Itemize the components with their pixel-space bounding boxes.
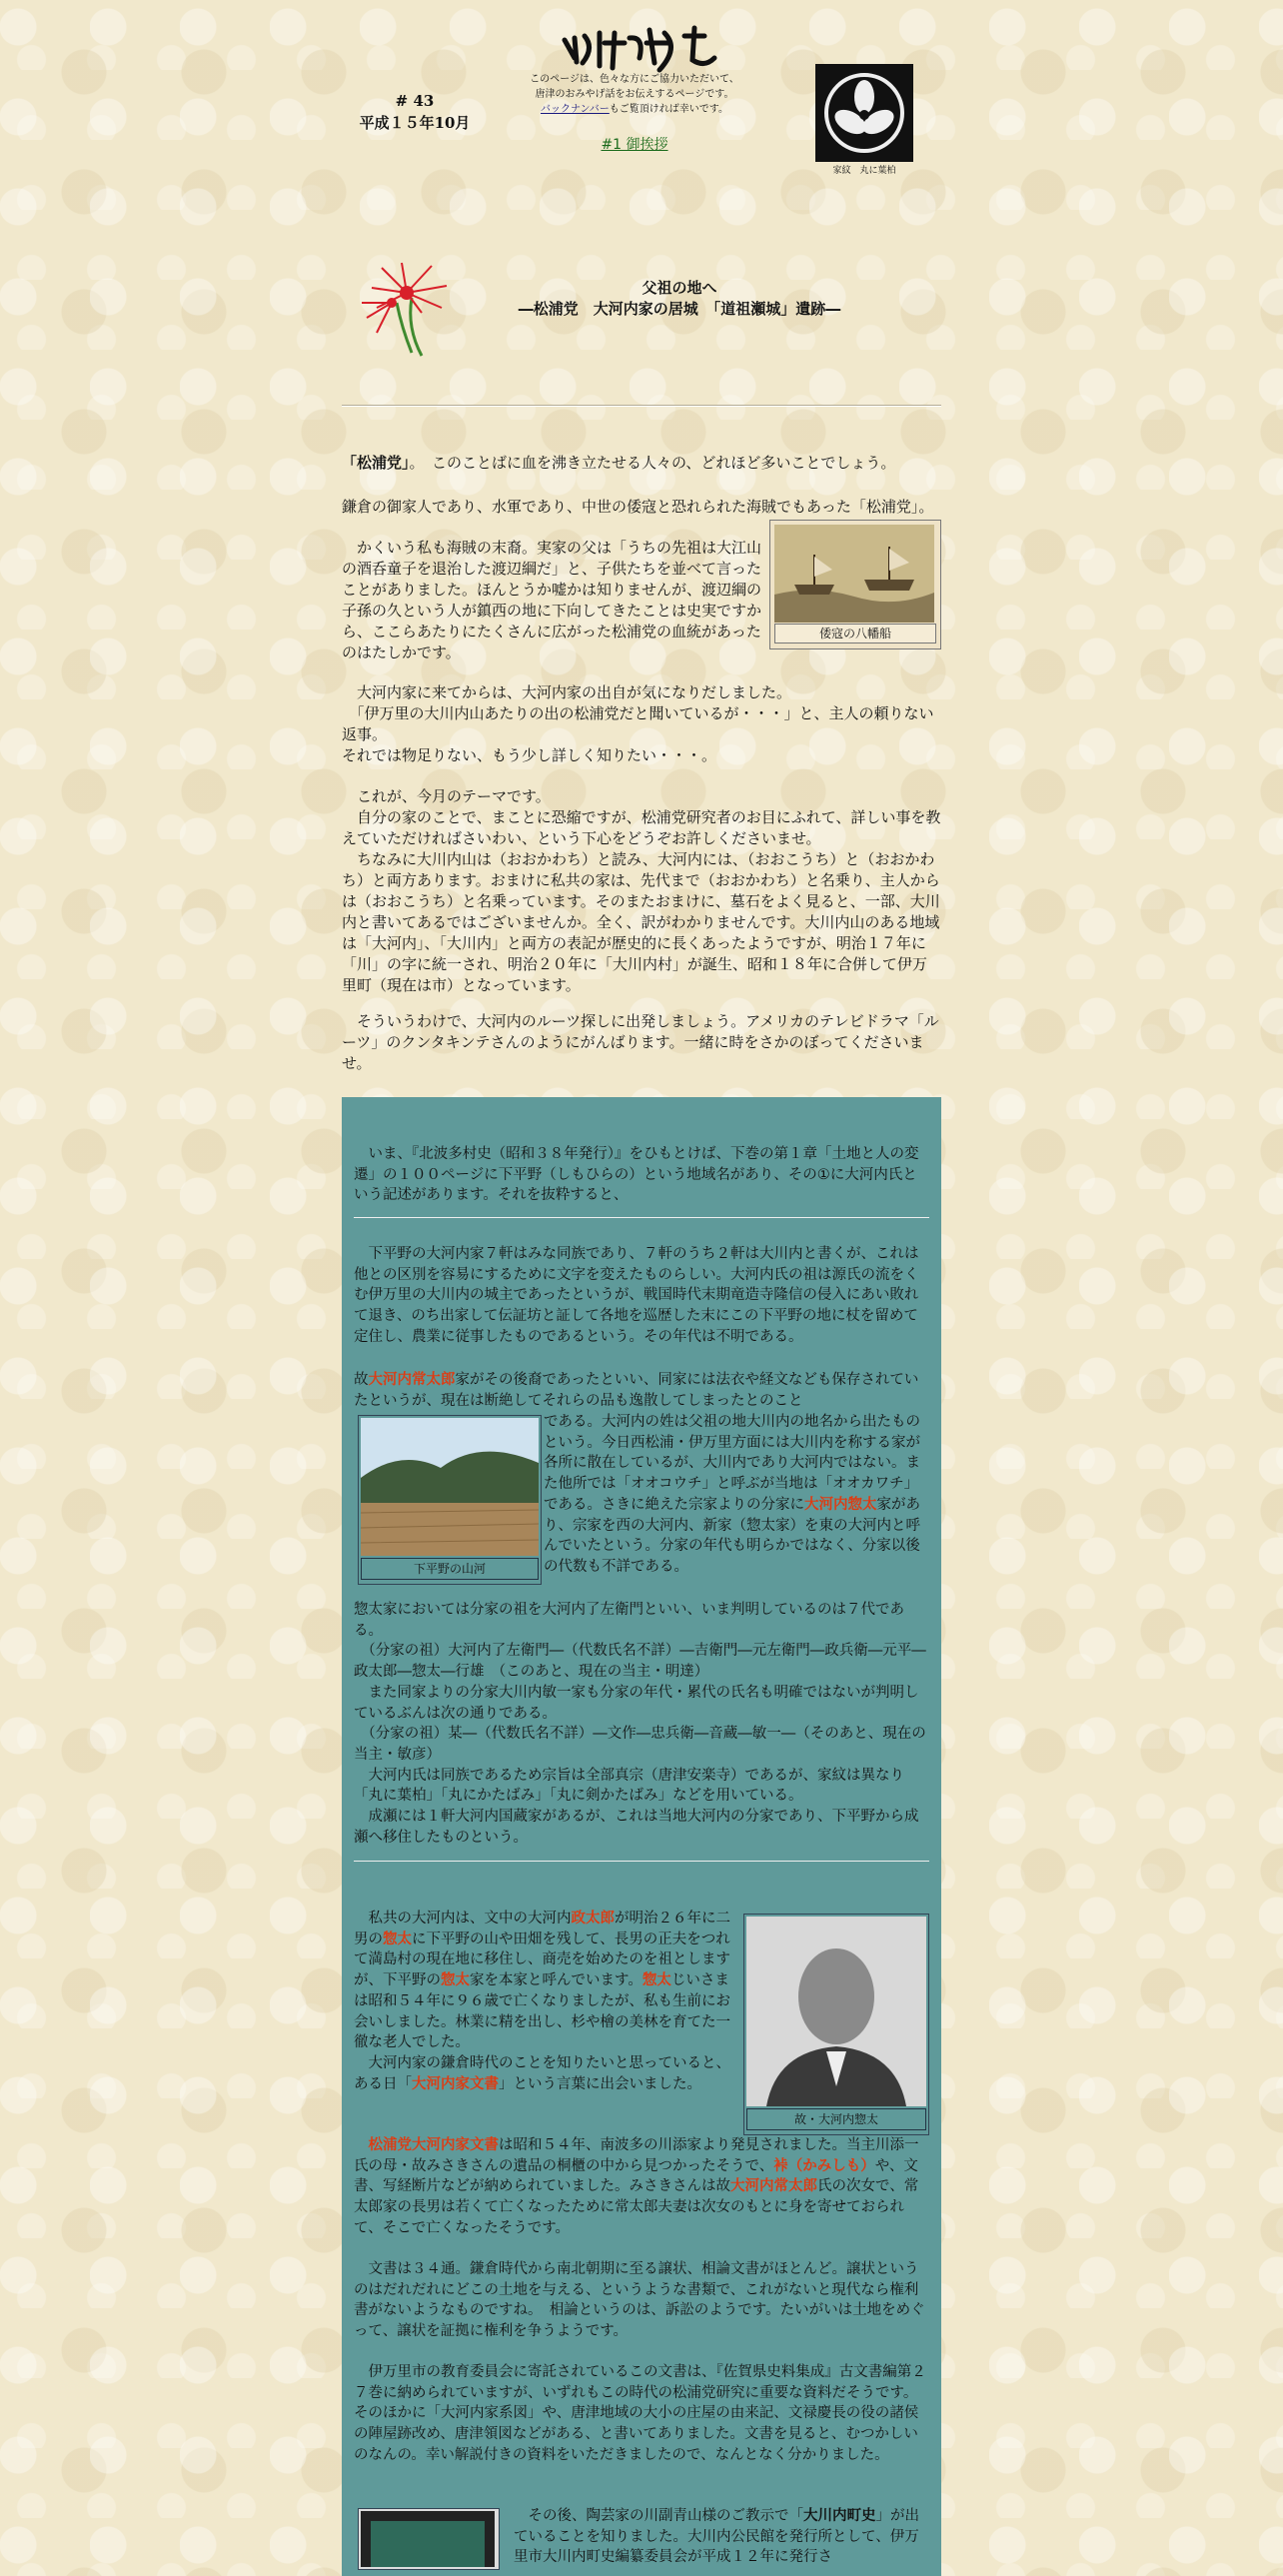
article-paragraph: そういうわけで、大河内のルーツ探しに出発しましょう。アメリカのテレビドラマ「ルーツ」のクンタキンテさんのようにがんばります。一緒に時をさかのぼってくださいませ。 [342, 1012, 939, 1072]
landscape-figure [358, 1415, 542, 1585]
pirate-ship-image [774, 525, 934, 623]
history-paragraph: その後、陶芸家の川副青山様のご教示で「大川内町史」が出ていることを知りました。大川内公民館を発行所として、伊万里市大川内町史編纂委員会が平成１２年に発行さ [514, 2508, 919, 2566]
pirate-ship-figure [769, 520, 941, 649]
greeting-link[interactable]: #1 御挨拶 [601, 137, 668, 153]
family-crest [815, 64, 913, 162]
page-title: 父祖の地へ ―松浦党 大河内家の居城 「道祖瀬城」遺跡― [518, 279, 841, 318]
figure-caption: 倭寇の八幡船 [774, 624, 936, 644]
issue-date: 平成１５年10月 [359, 114, 471, 132]
issue-number: # 43 [395, 92, 435, 110]
figure-caption: 下平野の山河 [361, 1558, 539, 1580]
crest-caption: 家紋 丸に葉柏 [832, 166, 896, 176]
article-paragraph: 鎌倉の御家人であり、水軍であり、中世の倭寇と恐れられた海賊でもあった「松浦党」。 [342, 498, 934, 516]
history-paragraph: 故大河内常太郎家がその後裔であったといい、同家には法衣や経文なども保存されていたというが、現在は断絶してそれらの品も逸散してしまったとのこと [354, 1372, 919, 1409]
article-paragraph: かくいう私も海賊の末裔。実家の父は「うちの先祖は大江山の酒呑童子を退治した渡辺綱だ」と、子供たちを並べて言ったことがありました。ほんとうか嘘かは知りませんが、渡辺綱の子孫の久という人が鎮西の地に下向してきたことは史実ですから、ここらあたりにたくさんに広がった松浦党の血統があったのはたしかです。 [342, 539, 762, 661]
portrait-figure [743, 1914, 929, 2135]
site-logo[interactable] [555, 18, 724, 78]
article-paragraph: 「松浦党」。 このことばに血を沸き立たせる人々の、どれほど多いことでしょう。 [342, 454, 896, 472]
history-paragraph: 松浦党大河内家文書は昭和５４年、南波多の川添家より発見されました。当主川添一氏の母・故みさきさんの遺品の桐櫃の中から見つかったそうで、裃（かみしも）や、文書、写経断片などが納められていました。みさきさんは故大河内常太郎氏の次女で、常太郎家の長男は若くて亡くなったために常太郎夫妻は次女のもとに身を寄せておられて、そこで亡くなったそうです。 [354, 2137, 919, 2236]
landscape-image [361, 1418, 539, 1556]
red-spider-lily-image [352, 258, 457, 358]
backnumber-link[interactable]: バックナンバー [540, 104, 610, 115]
crest-icon [815, 64, 913, 162]
divider [354, 1861, 929, 1862]
history-paragraph: である。大河内の姓は父祖の地大川内の地名から出たものという。今日西松浦・伊万里方面には大川内を称する家が各所に散在しているが、大川内であり大河内ではない。また他所では「オオコウチ」と呼ぶが当地は「オオカワチ」である。さきに絶えた宗家よりの分家に大河内惣太家があり、宗家を西の大河内、新家（惣太家）を東の大河内と呼んでいたという。分家の年代も明らかではなく、分家以後の代数も不詳である。 [544, 1414, 920, 1575]
history-paragraph: 文書は３４通。鎌倉時代から南北朝期に至る譲状、相論文書がほとんど。譲状というのはだれだれにどこの土地を与える、というような書類で、これがないと現代なら権利書がないようなものですね。 相論というのは、訴訟のようです。たいがいは土地をめぐって、譲状を証拠に権利を争うようです。 [354, 2261, 925, 2340]
history-paragraph: 私共の大河内は、文中の大河内政太郎が明治２６年に二男の惣太に下平野の山や田畑を残して、長男の正夫をつれて満島村の現在地に移住し、商売を始めたのを祖としますが、下平野の惣太家を本家と呼んでいます。惣太じいさまは昭和５４年に９６歳で亡くなりましたが、私も生前にお会いしました。林業に精を出し、杉や檜の美林を育てた一徹な老人でした。 [354, 1911, 730, 2051]
intro-text: このページは、色々な方にご協力いただいて、 唐津のおみやげ話をお伝えするページです。 バックナンバーもご覧頂ければ幸いです。 [530, 74, 739, 115]
divider [342, 405, 941, 407]
article-paragraph: これが、今月のテーマです。 自分の家のことで、まことに恐縮ですが、松浦党研究者のお目にふれて、詳しい事を教えていただければさいわい、という下心をどうぞお許しくださいませ。 ちなみに大川内山は（おおかわち）と読み、大河内には、（おおこうち）と（おおかわち）と両方あります。おまけに私共の家は、先代まで（おおかわち）と名乗り、主人からは（おおこうち）と名乗っています。そのまたおまけに、墓石をよく見ると、一部、大川内と書いてあるではございませんか。全く、訳がわかりませんです。大川内山のある地域は「大河内」、「大川内」と両方の表記が歴史的に長くあったようですが、明治１７年に「川」の字に統一され、明治２０年に「大川内村」が誕生、昭和１８年に合併して伊万里町（現在は市）となっています。 [342, 787, 941, 994]
book-figure [358, 2508, 500, 2570]
history-paragraph: 伊万里市の教育委員会に寄託されているこの文書は、『佐賀県史料集成』古文書編第２７巻に納められていますが、いずれもこの時代の松浦党研究に重要な資料だそうです。そのほかに「大河内家系図」や、唐津地域の大小の庄屋の由来記、文禄慶長の役の諸侯の陣屋跡改め、唐津領図などがある、と書いてありました。文書を見ると、むつかしいのなんの。幸い解説付きの資料をいただきましたので、なんとなく分かりました。 [354, 2364, 926, 2463]
divider [354, 1217, 929, 1218]
history-paragraph: 惣太家においては分家の祖を大河内了左衛門といい、いま判明しているのは７代である。 （分家の祖）大河内了左衛門―（代数氏名不詳）―吉衛門―元左衛門―政兵衛―元平―政太郎―惣太―行雄 （このあと、現在の当主・明達） また同家よりの分家大川内敏一家も分家の年代・累代の氏名も明確ではないが判明しているぶんは次の通りである。 （分家の祖）某―（代数氏名不詳）―文作―忠兵衛―音蔵―敏一―（そのあと、現在の当主・敏彦） 大河内氏は同族であるため宗旨は全部真宗（唐津安楽寺）であるが、家紋は異なり「丸に葉柏」「丸にかたばみ」「丸に剣かたばみ」などを用いている。 成瀬には１軒大河内国蔵家があるが、これは当地大河内の分家であり、下平野から成瀬へ移住したものという。 [354, 1602, 926, 1846]
portrait-image [746, 1917, 926, 2106]
figure-caption: 故・大河内惣太 [746, 2108, 926, 2130]
history-paragraph: いま、『北波多村史（昭和３８年発行）』をひもとけば、下巻の第１章「土地と人の変遷」の１００ページに下平野（しもひらの）という地域名があり、その①に大河内氏という記述があります。それを抜粋すると、 [354, 1146, 919, 1204]
article-paragraph: 大河内家に来てからは、大河内家の出自が気になりだしました。 「伊万里の大川内山あたりの出の松浦党だと聞いているが・・・」と、主人の頼りない返事。 それでは物足りない、もう少し詳しく知りたい・・・。 [342, 683, 934, 764]
book-image [361, 2511, 495, 2567]
history-paragraph: 大河内家の鎌倉時代のことを知りたいと思っていると、ある日「大河内家文書」という言葉に出会いました。 [354, 2055, 730, 2092]
issue-info [350, 90, 480, 134]
history-paragraph: 下平野の大河内家７軒はみな同族であり、７軒のうち２軒は大川内と書くが、これは他との区別を容易にするために文字を変えたものらしい。大河内氏の祖は源氏の流をくむ伊万里の大川内の城主であったというが、戦国時代末期竜造寺隆信の侵入にあい敗れて退き、のち出家して伝証坊と証して各地を巡歴した末にこの下平野の地に杖を留めて定住し、農業に従事したものであるという。その年代は不明である。 [354, 1246, 919, 1345]
